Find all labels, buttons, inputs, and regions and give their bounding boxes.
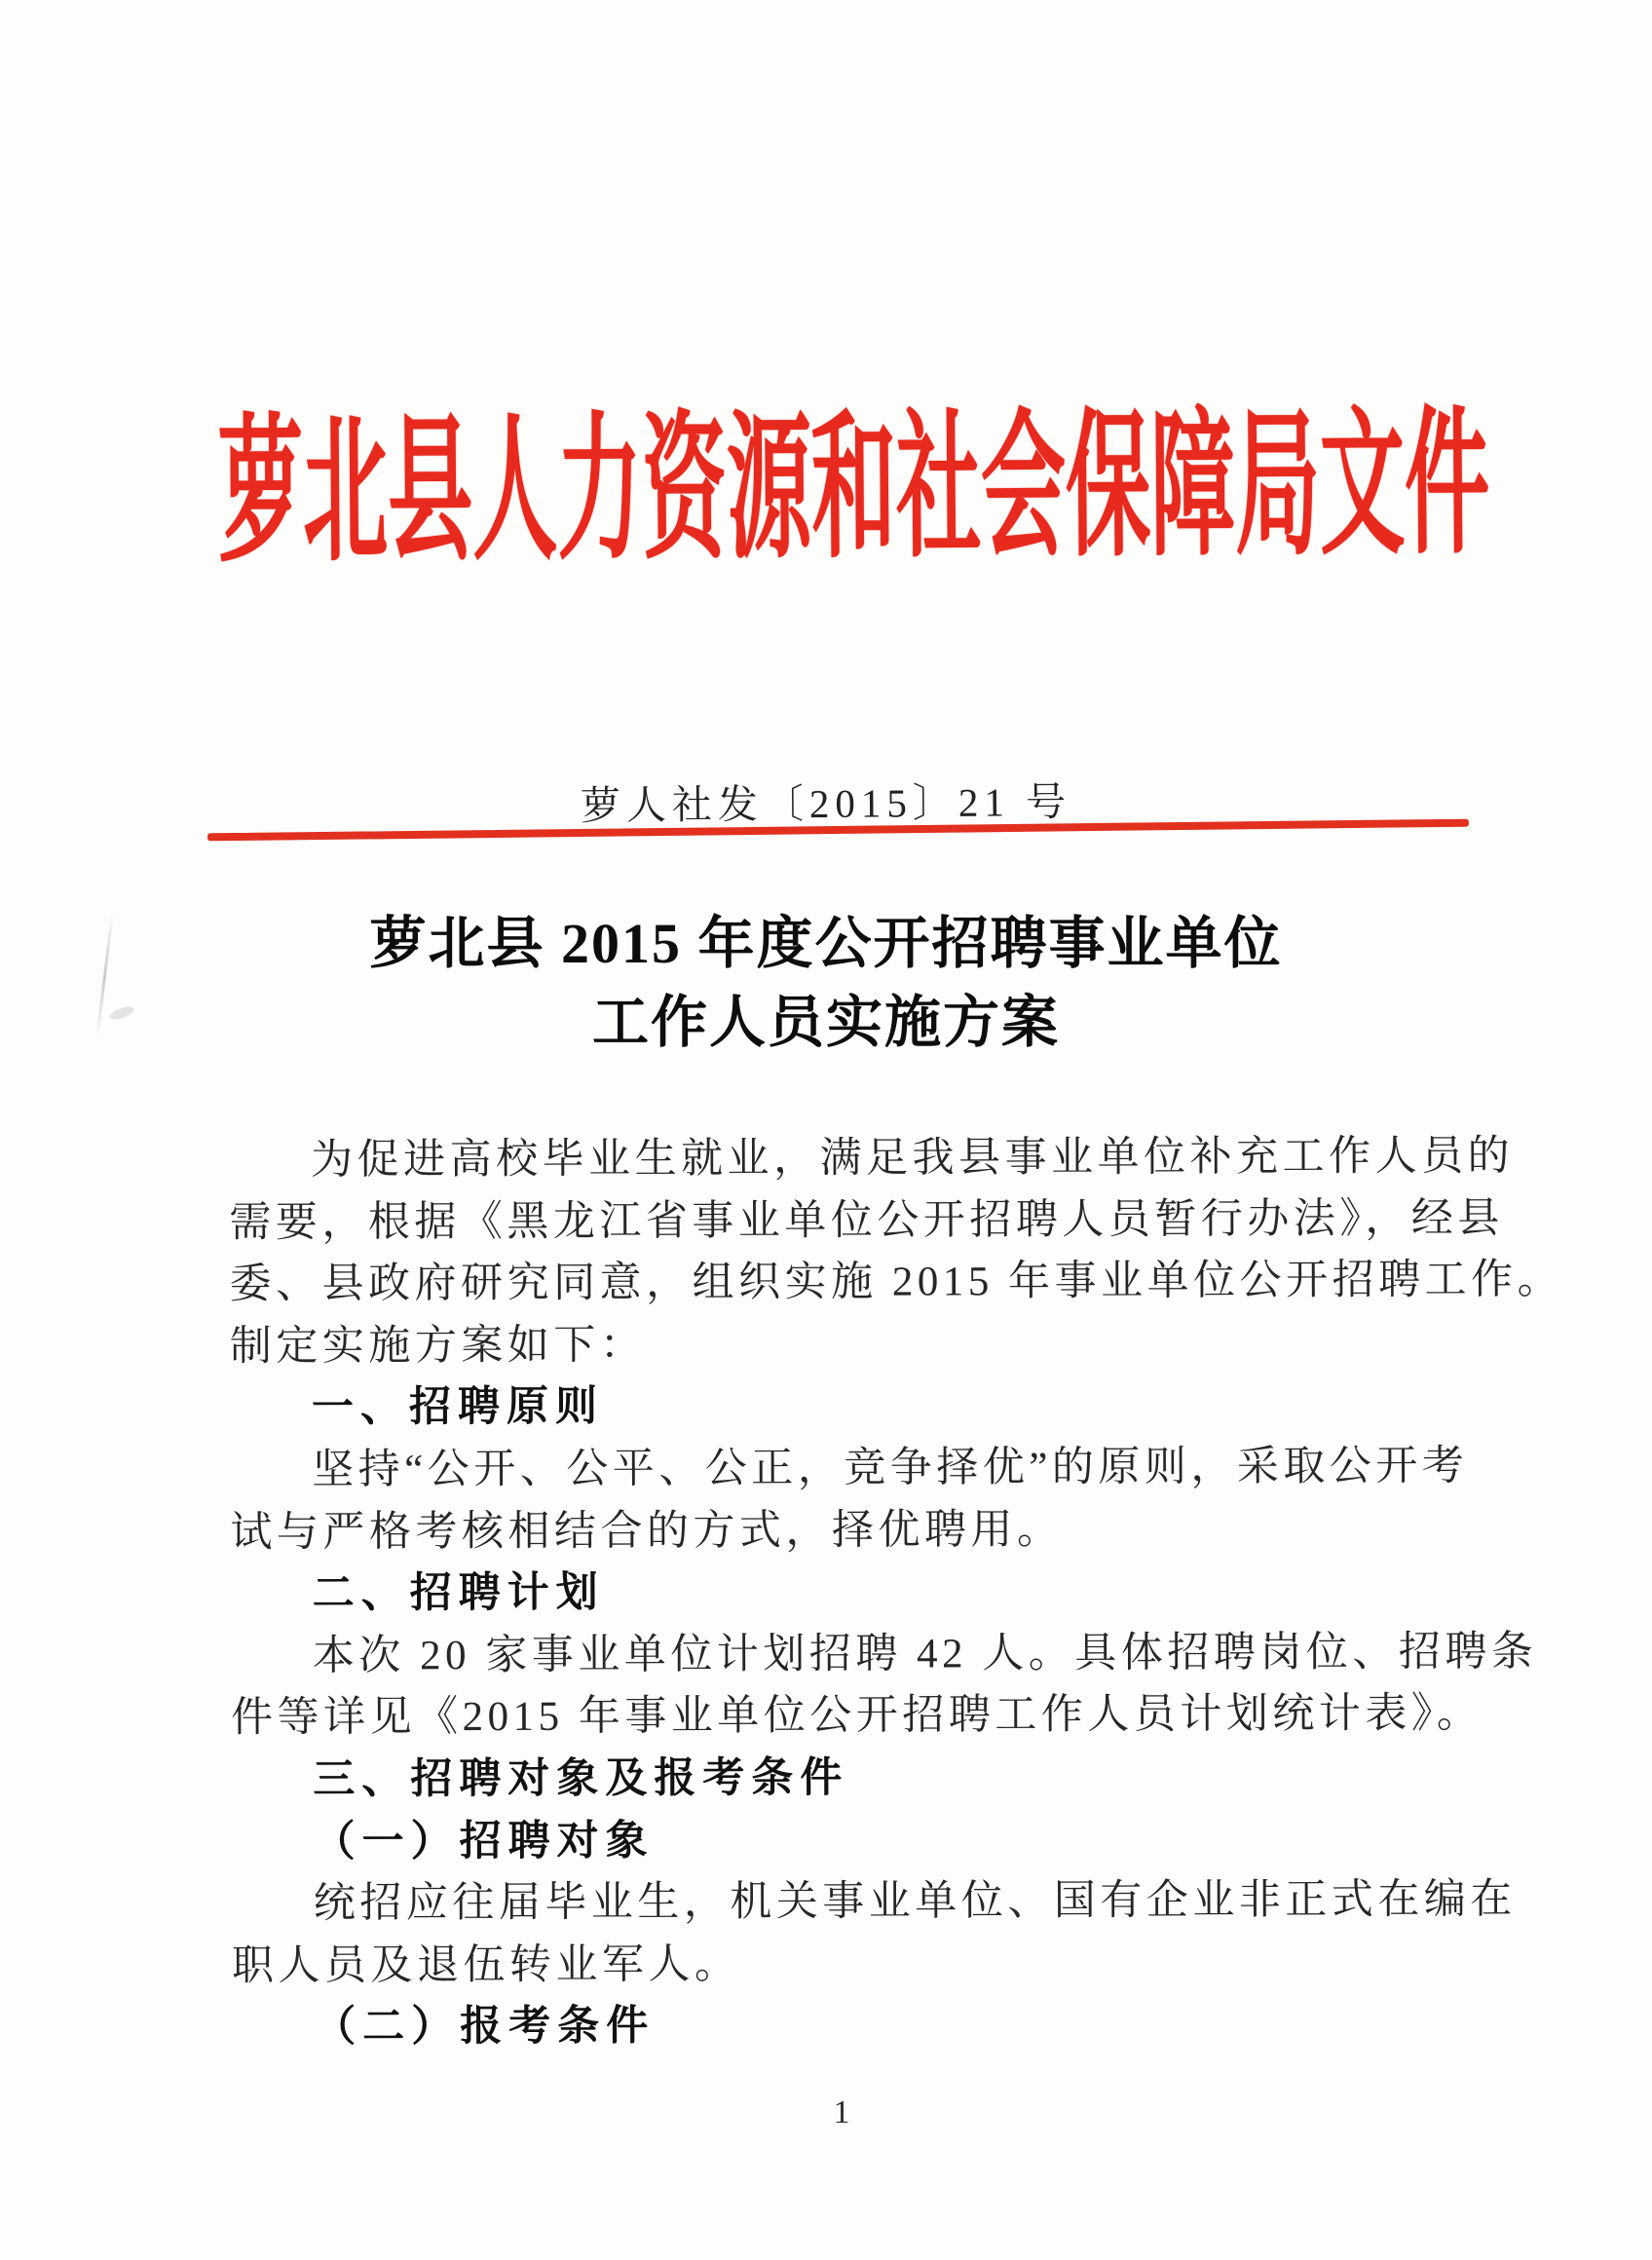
masthead-title: 萝北县人力资源和社会保障局文件 (216, 395, 1490, 582)
body-text-line: 委、县政府研究同意，组织实施 2015 年事业单位公开招聘工作。 (229, 1257, 1564, 1308)
body-heading-line: （二）报考条件 (314, 2002, 656, 2052)
body-text-line: 需要，根据《黑龙江省事业单位公开招聘人员暂行办法》，经县 (229, 1195, 1504, 1246)
body-text-line: 试与严格考核相结合的方式，择优聘用。 (230, 1506, 1064, 1556)
body-heading-line: 一、招聘原则 (311, 1383, 605, 1432)
body-heading-line: 三、招聘对象及报考条件 (313, 1753, 849, 1803)
document-masthead (214, 394, 1492, 582)
body-text-line: 职人员及退伍转业军人。 (231, 1940, 741, 1989)
body-text-line: 统招应往届毕业生，机关事业单位、国有企业非正式在编在 (313, 1876, 1517, 1927)
body-text-line: 本次 20 家事业单位计划招聘 42 人。具体招聘岗位、招聘条 (312, 1629, 1538, 1679)
body-text-line: 制定实施方案如下： (229, 1322, 647, 1370)
body-text-line: 坚持“公开、公平、公正，竞争择优”的原则，采取公开考 (312, 1443, 1469, 1493)
document-title-line2: 工作人员实施方案 (591, 991, 1060, 1054)
body-heading-line: （一）招聘对象 (313, 1817, 655, 1865)
body-heading-line: 二、招聘计划 (312, 1568, 605, 1617)
page-number: 1 (833, 2094, 850, 2130)
document-title-line1: 萝北县 2015 年度公开招聘事业单位 (369, 912, 1283, 975)
document-body (229, 1125, 1564, 2059)
document-title (0, 904, 1652, 1062)
body-text-line: 件等详见《2015 年事业单位公开招聘工作人员计划统计表》。 (231, 1690, 1483, 1742)
document-number: 萝人社发〔2015〕21 号 (580, 778, 1072, 829)
body-text-line: 为促进高校毕业生就业，满足我县事业单位补充工作人员的 (311, 1133, 1515, 1184)
